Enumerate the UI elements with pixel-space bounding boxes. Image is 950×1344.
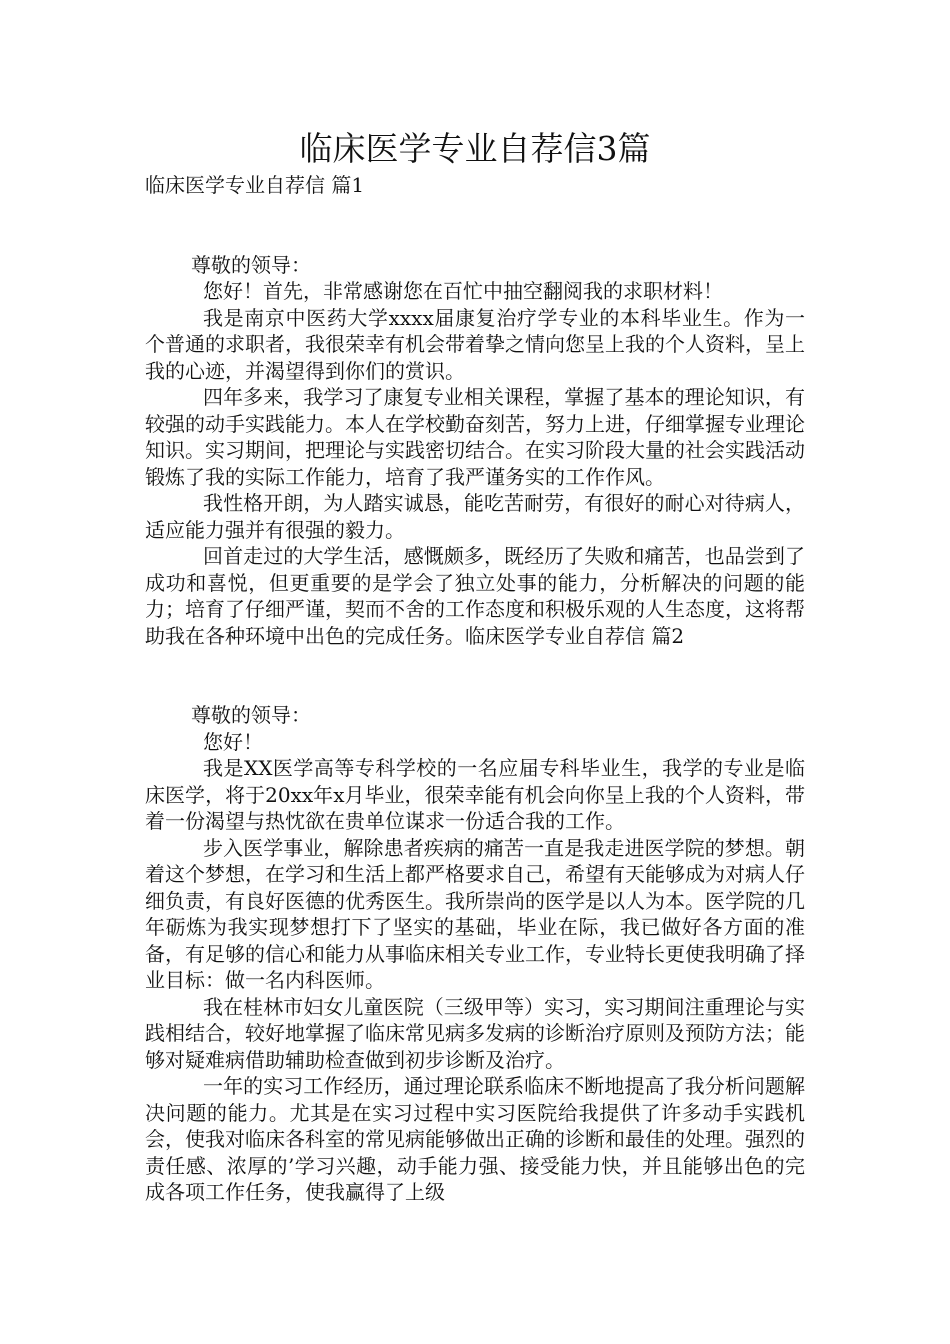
letter2-greeting: 您好！: [203, 729, 263, 754]
letter1-salutation: 尊敬的领导：: [191, 252, 311, 277]
letter2-paragraph: 步入医学事业，解除患者疾病的痛苦一直是我走进医学院的梦想。朝着这个梦想，在学习和生活上都严格要求自己，希望有天能够成为对病人仔细负责，有良好医德的优秀医生。我所崇尚的医学是以人为本。医学院的几年砺炼为我实现梦想打下了坚实的基础，毕业在际，我已做好各方面的准备，有足够的信心和能力从事临床相关专业工作，专业特长更使我明确了择业目标：做一名内科医师。: [145, 835, 805, 992]
letter2-salutation: 尊敬的领导：: [191, 703, 311, 727]
letter1-greeting: 您好！首先，非常感谢您在百忙中抽空翻阅我的求职材料！: [203, 279, 723, 303]
letter1-paragraph: 我是南京中医药大学xxxx届康复治疗学专业的本科毕业生。作为一个普通的求职者，我很荣幸有机会带着挚之情向您呈上我的个人资料，呈上我的心迹，并渴望得到你们的赏识。: [145, 305, 805, 383]
letter2-heading: 临床医学专业自荐信 篇2: [465, 623, 685, 648]
spacer: [145, 649, 805, 702]
letter1-paragraph: [145, 543, 805, 649]
letter1-heading: 临床医学专业自荐信 篇1: [145, 173, 365, 197]
letter1-paragraph: 我性格开朗，为人踏实诚恳，能吃苦耐劳，有很好的耐心对待病人，适应能力强并有很强的毅力。: [145, 491, 805, 542]
letter2-paragraph: 一年的实习工作经历，通过理论联系临床不断地提高了我分析问题解决问题的能力。尤其是在实习过程中实习医院给我提供了许多动手实践机会，使我对临床各科室的常见病能够做出正确的诊断和最佳的处理。强烈的责任感、浓厚的’学习兴趣，动手能力强、接受能力快，并且能够出色的完成各项工作任务，使我赢得了上级: [145, 1074, 805, 1204]
letter1-paragraph: 四年多来，我学习了康复专业相关课程，掌握了基本的理论知识，有较强的动手实践能力。本人在学校勤奋刻苦，努力上进，仔细掌握专业理论知识。实习期间，把理论与实践密切结合。在实习阶段大量的社会实践活动锻炼了我的实际工作能力，培育了我严谨务实的工作作风。: [145, 385, 805, 489]
letter2-paragraph: 我是XX医学高等专科学校的一名应届专科毕业生，我学的专业是临床医学，将于20xx年x月毕业，很荣幸能有机会向你呈上我的个人资料，带着一份渴望与热忱欲在贵单位谋求一份适合我的工作。: [145, 756, 805, 833]
spacer: [145, 199, 805, 252]
letter1-paragraph-text: 回首走过的大学生活，感慨颇多，既经历了失败和痛苦，也品尝到了成功和喜悦，但更重要的是学会了独立处事的能力，分析解决的问题的能力；培育了仔细严谨，契而不舍的工作态度和积极乐观的人生态度，这将帮助我在各种环境中出色的完成任务。: [145, 544, 805, 648]
document-body: [145, 172, 805, 1206]
document-title: 临床医学专业自荐信3篇: [299, 129, 651, 168]
letter2-paragraph: 我在桂林市妇女儿童医院（三级甲等）实习，实习期间注重理论与实践相结合，较好地掌握了临床常见病多发病的诊断治疗原则及预防方法；能够对疑难病借助辅助检查做到初步诊断及治疗。: [145, 994, 805, 1072]
